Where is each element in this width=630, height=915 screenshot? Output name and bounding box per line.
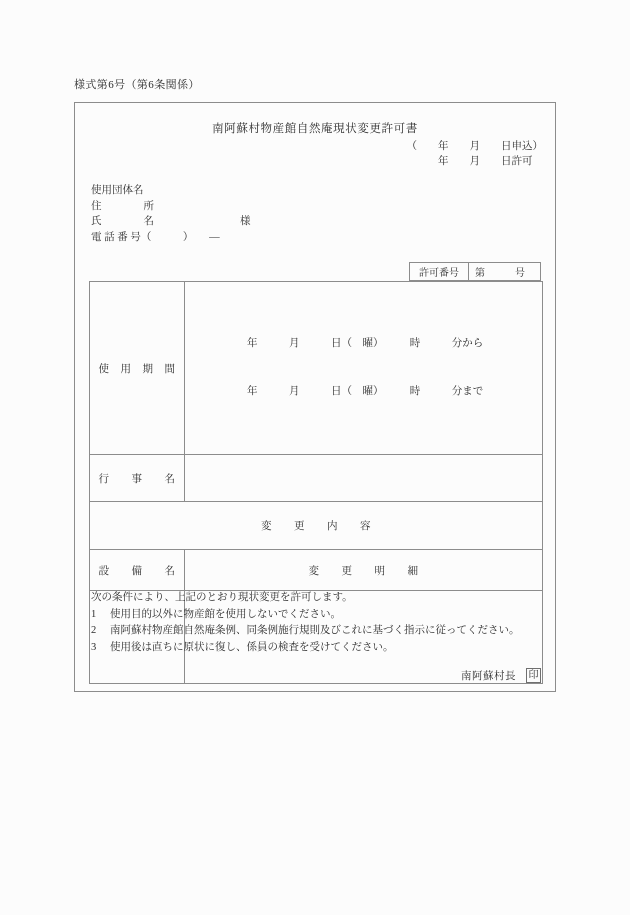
usage-period-end-line: 年 月 日（ 曜） 時 分まで [247,386,484,397]
application-date-line: （ 年 月 日申込） [406,141,543,152]
applicant-block [91,183,251,245]
condition-text-1: 使用目的以外に物産館を使用しないでください。 [110,608,341,620]
condition-text-3: 使用後は直ちに原状に復し、係員の検査を受けてください。 [110,641,394,653]
table-row-event-name [90,455,543,502]
usage-period-label: 使 用 期 間 [90,282,185,455]
condition-item-1 [91,607,543,624]
conditions-block [91,590,543,656]
permit-number-value: 第 号 [468,263,540,280]
permit-number-label: 許可番号 [419,268,459,279]
seal-icon: 印 [526,668,541,683]
conditions-lead: 次の条件により、上記のとおり現状変更を許可します。 [91,592,353,603]
applicant-name-row [91,214,251,230]
applicant-honorific: 様 [240,216,251,227]
table-row-detail-header [90,550,543,591]
condition-number-2: 2 [91,625,97,636]
change-detail-header: 変 更 明 細 [185,550,543,591]
usage-period-lines [185,304,542,432]
document-title: 南阿蘇村物産館自然庵現状変更許可書 [212,123,418,135]
change-content-heading: 変 更 内 容 [90,502,543,550]
condition-number-1: 1 [91,608,97,620]
equipment-name-header: 設 備 名 [90,550,185,591]
applicant-name-label: 氏 名 [91,216,154,227]
event-name-value-cell[interactable] [185,455,543,502]
condition-number-3: 3 [91,641,97,653]
table-row-usage-period [90,282,543,455]
usage-period-value-cell[interactable] [185,282,543,455]
applicant-address-label: 住 所 [91,200,154,212]
condition-text-2: 南阿蘇村物産館自然庵条例、同条例施行規則及びこれに基づく指示に従ってください。 [110,625,520,636]
document-page-frame [74,102,556,692]
event-name-label: 行 事 名 [90,455,185,502]
table-row-change-heading [90,502,543,550]
signature-block [461,668,541,683]
date-lines [407,139,544,169]
usage-period-start-line: 年 月 日（ 曜） 時 分から [247,338,484,349]
applicant-phone-label: 電 話 番 号（ ） ― [91,231,220,243]
condition-item-3 [91,640,543,657]
form-number: 様式第6号（第6条関係） [74,79,200,91]
permission-date-line: 年 月 日許可 [406,156,533,167]
applicant-organization-label: 使用団体名 [91,185,144,196]
permit-number-box [409,262,541,281]
signatory-name: 南阿蘇村長 [461,671,516,682]
condition-item-2 [91,623,543,640]
